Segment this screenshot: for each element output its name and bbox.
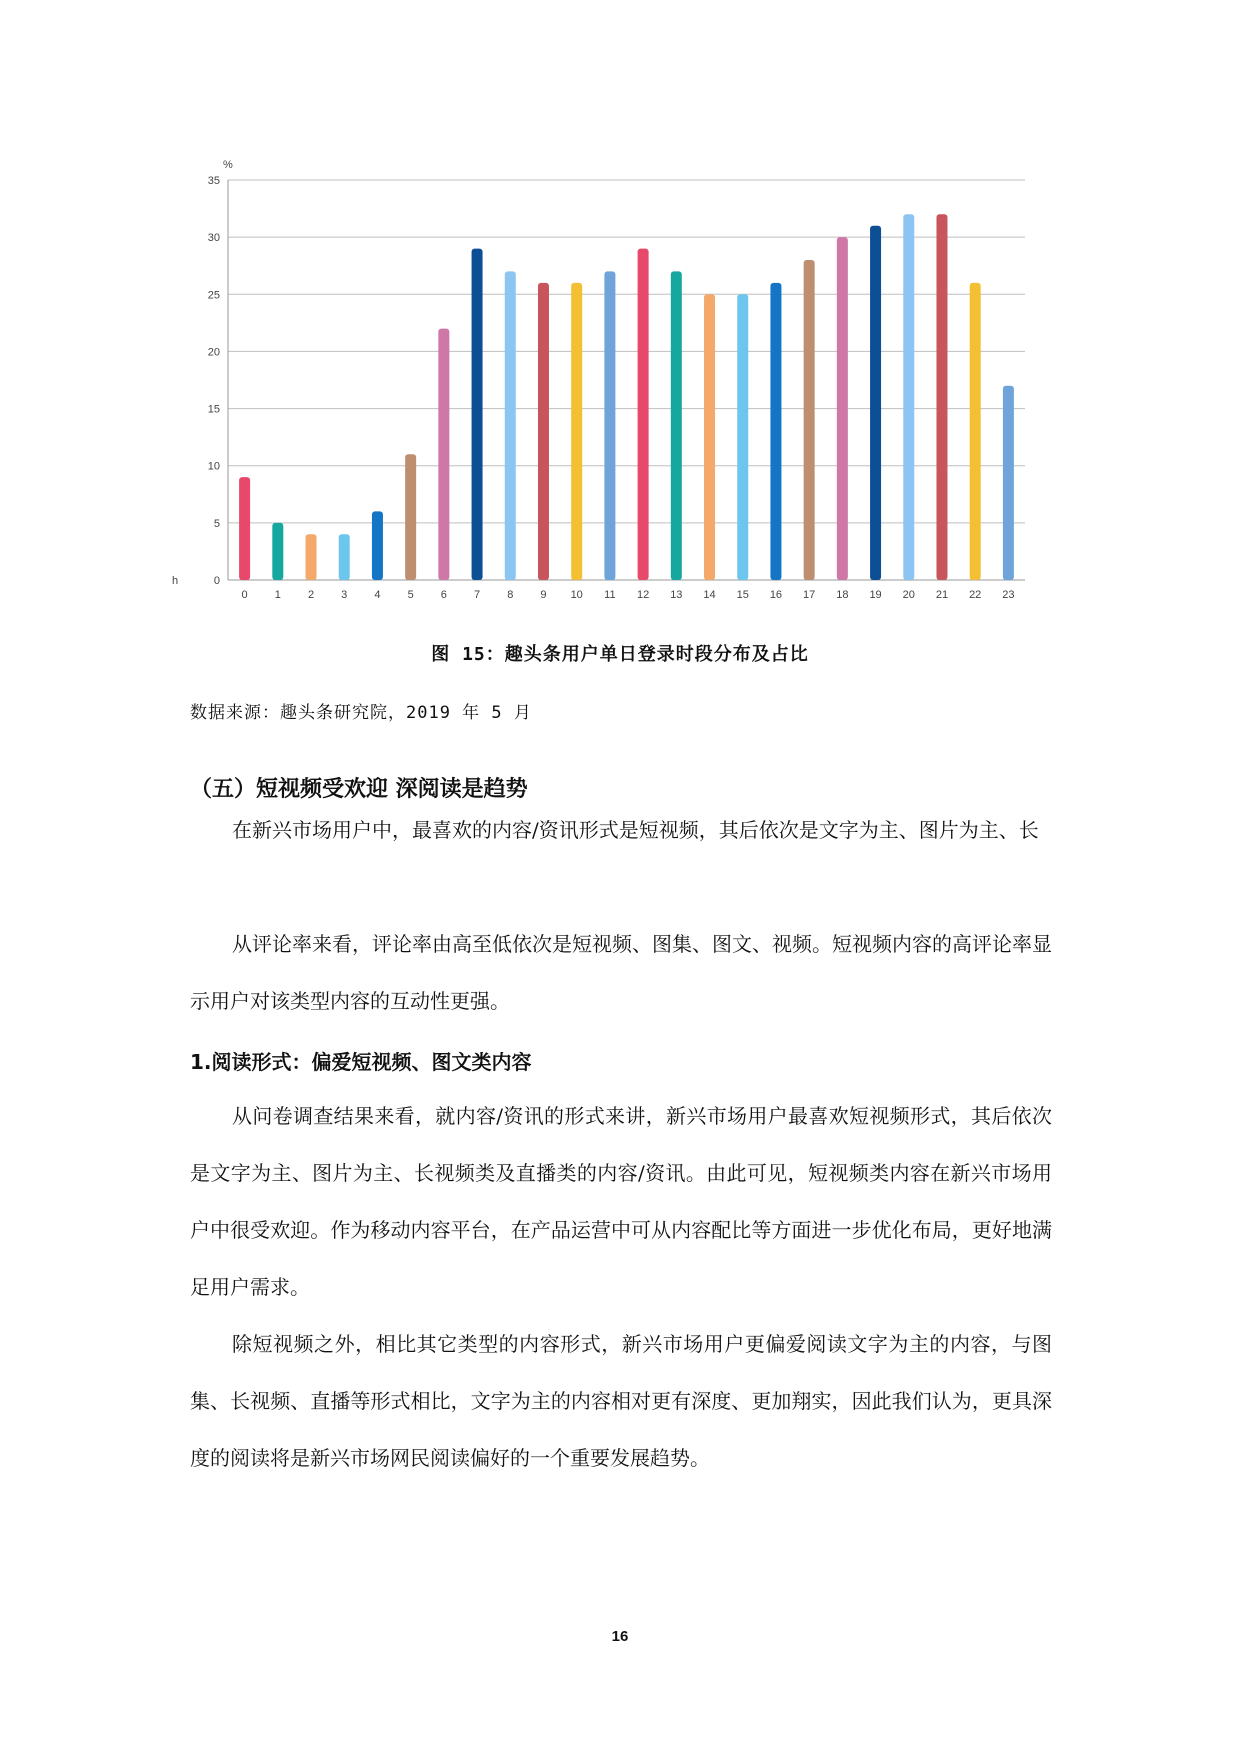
chart-svg: [170, 150, 1050, 620]
x-tick-label: 21: [935, 589, 949, 601]
y-tick-label: 20: [207, 346, 220, 359]
bar: [903, 214, 914, 580]
y-tick-label: 5: [213, 517, 220, 530]
x-tick-label: 0: [241, 589, 248, 601]
x-tick-label: 1: [274, 589, 281, 601]
x-tick-label: 11: [604, 589, 616, 601]
bar: [604, 271, 615, 580]
x-tick-label: 9: [540, 589, 547, 601]
section-title: （五）短视频受欢迎 深阅读是趋势: [190, 777, 528, 802]
y-unit-label: %: [223, 159, 233, 171]
x-tick-label: 23: [1002, 589, 1015, 601]
bar: [339, 534, 350, 580]
paragraph-2: 从评论率来看，评论率由高至低依次是短视频、图集、图文、视频。短视频内容的高评论率显示用户对该类型内容的互动性更强。: [190, 932, 1052, 1013]
paragraph-4: 除短视频之外，相比其它类型的内容形式，新兴市场用户更偏爱阅读文字为主的内容，与图集、长视频、直播等形式相比，文字为主的内容相对更有深度、更加翔实，因此我们认为，更具深度的阅读将是新兴市场网民阅读偏好的一个重要发展趋势。: [190, 1332, 1052, 1470]
subsection-title: 1.阅读形式：偏爱短视频、图文类内容: [190, 1050, 532, 1074]
bar: [505, 271, 516, 580]
y-tick-label: 10: [207, 460, 220, 473]
x-tick-label: 13: [670, 589, 683, 601]
x-tick-label: 15: [736, 589, 749, 601]
x-tick-label: 3: [341, 589, 348, 601]
x-tick-label: 18: [836, 589, 849, 601]
bar: [306, 534, 317, 580]
x-tick-label: 2: [307, 589, 315, 601]
bar: [970, 283, 981, 580]
x-tick-label: 19: [869, 589, 882, 601]
data-source: 数据来源：趣头条研究院，2019 年 5 月: [190, 703, 532, 723]
bar: [272, 523, 283, 580]
bar: [239, 477, 250, 580]
paragraph-1: 在新兴市场用户中，最喜欢的内容/资讯形式是短视频，其后依次是文字为主、图片为主、长: [232, 818, 1039, 842]
x-unit-label: h: [172, 575, 179, 587]
page-number: 16: [611, 1628, 629, 1645]
x-tick-label: 6: [440, 589, 447, 601]
x-tick-label: 8: [507, 589, 514, 601]
bar: [770, 283, 781, 580]
bar: [870, 226, 881, 580]
x-tick-label: 7: [474, 589, 481, 601]
bar: [837, 237, 848, 580]
bar: [1003, 386, 1014, 580]
bar: [372, 511, 383, 580]
y-tick-label: 15: [207, 403, 220, 416]
bar: [804, 260, 815, 580]
bar: [671, 271, 682, 580]
bar: [936, 214, 947, 580]
bar: [704, 294, 715, 580]
bar: [405, 454, 416, 580]
bar: [438, 329, 449, 580]
x-tick-label: 5: [407, 589, 414, 601]
bar: [737, 294, 748, 580]
y-tick-label: 25: [207, 289, 220, 302]
x-tick-label: 4: [374, 589, 381, 601]
y-tick-label: 0: [213, 575, 220, 587]
login-time-bar-chart: [170, 150, 1050, 620]
x-tick-label: 10: [570, 589, 583, 601]
x-tick-label: 12: [636, 589, 650, 601]
x-tick-label: 16: [769, 589, 783, 601]
bar: [538, 283, 549, 580]
bar: [638, 249, 649, 580]
y-tick-label: 30: [207, 232, 220, 245]
bar: [472, 249, 483, 580]
x-tick-label: 20: [902, 589, 915, 601]
figure-caption: 图 15：趣头条用户单日登录时段分布及占比: [431, 644, 809, 665]
x-tick-label: 17: [803, 589, 816, 601]
bar: [571, 283, 582, 580]
y-tick-label: 35: [207, 175, 220, 187]
paragraph-3: 从问卷调查结果来看，就内容/资讯的形式来讲，新兴市场用户最喜欢短视频形式，其后依次是文字为主、图片为主、长视频类及直播类的内容/资讯。由此可见，短视频类内容在新兴市场用户中很受欢迎。作为移动内容平台，在产品运营中可从内容配比等方面进一步优化布局，更好地满足用户需求。: [190, 1104, 1052, 1299]
x-tick-label: 14: [703, 589, 716, 601]
x-tick-label: 22: [969, 589, 982, 601]
